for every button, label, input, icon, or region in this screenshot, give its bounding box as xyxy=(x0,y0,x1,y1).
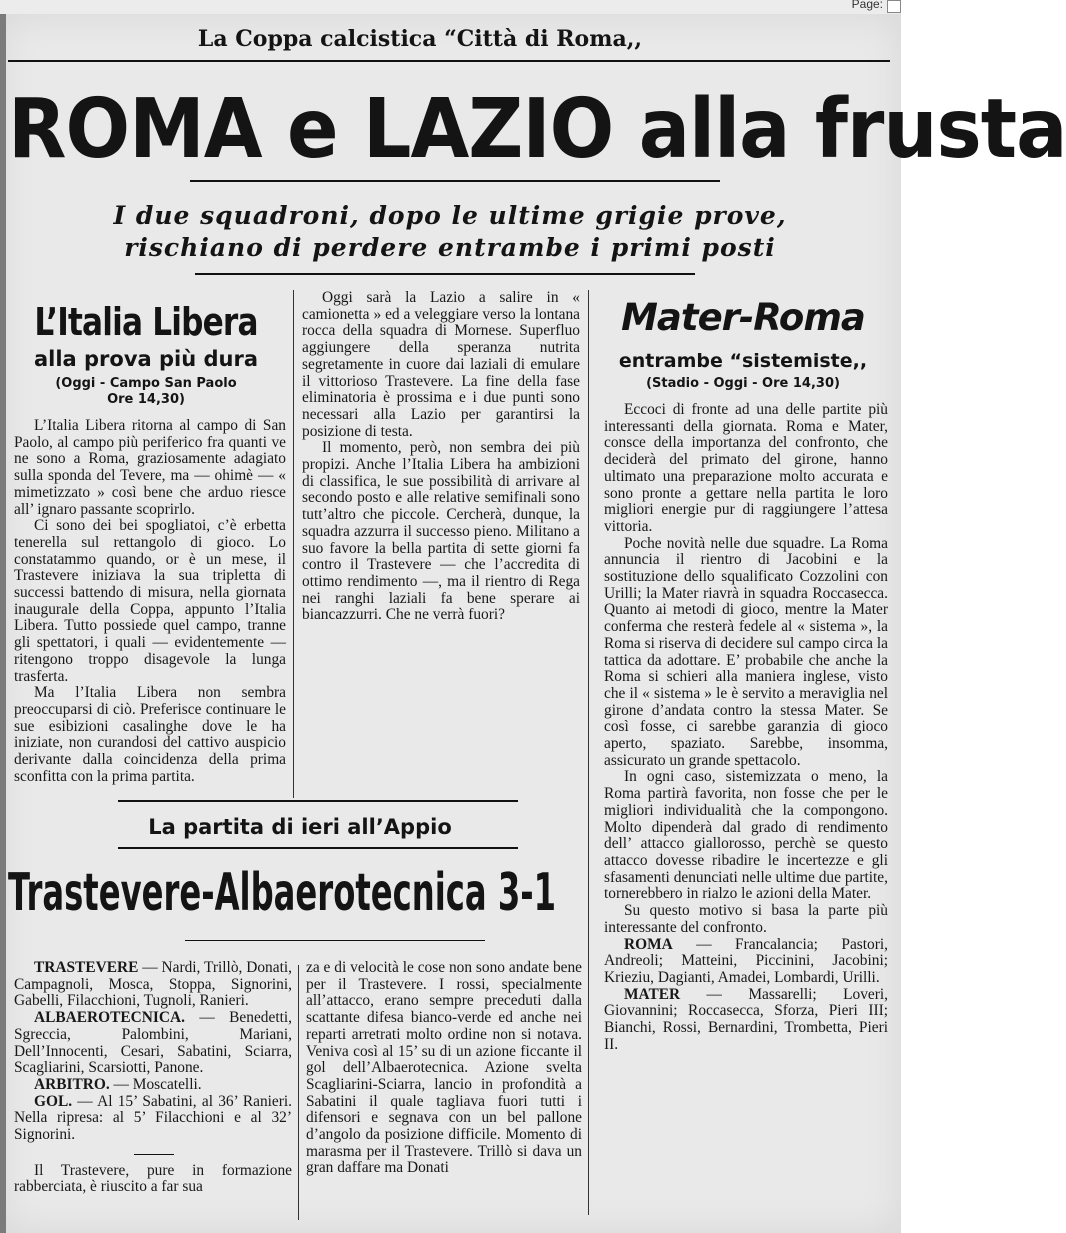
mater-info: (Stadio - Oggi - Ore 14,30) xyxy=(646,376,840,391)
binding-edge xyxy=(0,14,6,1233)
mater-paragraph: Poche novità nelle due squadre. La Roma annuncia il rientro di Jacobini e la sostituzione dello squalificato Cozzolini con Urilli; la Mater riavrà in squadra Roccasecca. Quanto ai metodi di gioco, mentre la Mater conferma che resterà fedele al « sistema », la Roma si riserva di decidere sul campo circa la tattica da adottare. E’ probabile che anche la Roma si schieri alla maniera inglese, visto che il « sistema » le è servito a meraviglia nel girone d’andata contro la stessa Mater. Se così fosse, ci sarebbe garanzia di gioco aperto, spaziato. Sarebbe, insomma, assicurato un grande spettacolo. xyxy=(604,534,888,769)
lineup-team: MATER xyxy=(624,985,681,1003)
mater-paragraph: Su questo motivo si basa la parte più interessante del confronto. xyxy=(604,902,888,936)
appio-mid-rule xyxy=(118,847,518,849)
lineup-paragraph xyxy=(14,1094,292,1144)
lineup-text: — Nardi, Trillò, Donati, Campagnoli, Mosca, Stoppa, Signorini, Gabelli, Filacchioni, Tugnoli, Ranieri. xyxy=(14,959,292,1010)
mater-paragraph: In ogni caso, sistemizzata o meno, la Roma partirà favorita, non fosse che per le migliori individualità che la compongono. Molto dipenderà dal grado di rendimento dell’ attacco giallorosso, perchè se questo attacco dovesse ribadire le incertezze e gli sfasamenti denunciati nelle ultime due partite, tornerebbero in rialzo le azioni della Mater. xyxy=(604,768,888,903)
mater-title: Mater-Roma xyxy=(621,296,865,339)
lineup-text: — Moscatelli. xyxy=(109,1075,202,1093)
headline: ROMA e LAZIO alla frusta xyxy=(8,80,1066,177)
appio-kicker: La partita di ieri all’Appio xyxy=(148,815,452,839)
viewer-toolbar xyxy=(0,0,901,14)
lineup-text: — Al 15’ Sabatini, al 36’ Ranieri. Nella ripresa: al 5’ Filacchioni e al 32’ Signorini. xyxy=(14,1092,292,1144)
subhead-rule xyxy=(195,273,695,275)
mater-paragraph: Eccoci di fronte ad una delle partite più interessanti della giornata. Roma e Mater, consce della importanza del confronto, che deciderà del primato del girone, hanno ultimato una preparazione molto accurata e sono pronte a gettare nella partita le loro migliori energie pur di raggiungere l’attesa vittoria. xyxy=(604,401,888,535)
appio-paragraph: za e di velocità le cose non sono andate bene per il Trastevere. I rossi, specialmente all’attacco, erano sempre preceduti dalla scattante difesa bianco-verde ed anche nei reparti arretrati molto ordine non si notava. Veniva così al 15’ su di un azione ficcante il gol dell’Albaerotecnica. Azione svelta Scagliarini-Sciarra, lancio in profondità a Sabatini il quale tagliava fuori tutti i difensori e segnava con un bel pallone d’angolo da posizione difficile. Momento di marasma per il Trastevere. Trillò si dava un gran daffare ma Donati xyxy=(306,959,582,1177)
lineup-paragraph xyxy=(14,960,292,1010)
lineup-paragraph xyxy=(14,1077,292,1094)
mater-lineup xyxy=(604,937,888,987)
italia-subtitle: alla prova più dura xyxy=(33,347,259,371)
lineup-lead: GOL. xyxy=(34,1092,73,1110)
column-rule xyxy=(588,290,589,1215)
lineup-lead: ALBAEROTECNICA. xyxy=(34,1009,185,1027)
italia-column-1 xyxy=(14,418,286,788)
italia-column-2 xyxy=(302,290,580,795)
italia-info-2: Ore 14,30) xyxy=(107,392,185,407)
italia-paragraph: L’Italia Libera ritorna al campo di San Paolo, al campo più periferico fra quanti ve ne sono a Roma, graziosamente adagiato sulla sponda del Tevere, ma — ohimè — « mimetizzato » così bene che arduo riesce all’ ignaro passante scoprirlo. xyxy=(14,417,286,518)
italia-paragraph: Ci sono dei bei spogliatoi, c’è erbetta tenerella sul rettangolo di gioco. Lo constatammo quando, or è un mese, il Trastevere iniziava la sua tripletta di successi battendo di misura, nella giornata inaugurale della Coppa, appunto l’Italia Libera. Tutto possiede quel campo, tranne gli spettatori, i quali — evidentemente — ritengono troppo disagevole la lunga trasferta. xyxy=(14,517,286,685)
lineup-lead: TRASTEVERE xyxy=(34,959,139,976)
mater-column xyxy=(604,402,888,1227)
appio-column-2 xyxy=(306,960,582,1225)
italia-info-1: (Oggi - Campo San Paolo xyxy=(55,376,237,391)
italia-paragraph: Ma l’Italia Libera non sembra preoccuparsi di ciò. Preferisce continuare le sue esibizioni casalinghe dove le ha iniziate, non curandosi del cattivo auspicio derivante dalla coincidenza della prima sconfitta con la prima partita. xyxy=(14,684,286,785)
page-number-input[interactable] xyxy=(887,0,901,13)
mater-subtitle: entrambe “sistemiste,, xyxy=(618,350,868,372)
lineup-paragraph xyxy=(14,1010,292,1077)
italia-paragraph: Oggi sarà la Lazio a salire in « camionetta » ed a veleggiare verso la lontana rocca della squadra di Mornese. Superfluo aggiungere della speranza nutrita segretamente in cuore dai laziali di emulare il vittorioso Trastevere. La fine della fase eliminatoria è prossima e i due punti sono necessari alla Lazio per garantirsi la posizione di testa. xyxy=(302,289,580,440)
kicker: La Coppa calcistica “Città di Roma,, xyxy=(197,26,643,52)
appio-top-rule xyxy=(118,800,518,802)
italia-title: L’Italia Libera xyxy=(34,300,258,344)
mater-lineup xyxy=(604,987,888,1054)
lineup-lead: ARBITRO. xyxy=(34,1075,110,1093)
column-rule xyxy=(293,290,294,798)
header-top-rule xyxy=(8,60,890,62)
headline-rule xyxy=(190,180,720,182)
lineup-text: — Benedetti, Sgreccia, Palombini, Mariani, Dell’Innocenti, Cesari, Sabatini, Sciarra, Scagliarini, Scarsiotti, Panone. xyxy=(14,1009,292,1077)
page-label: Page: xyxy=(851,0,883,11)
subhead-line2: rischiano di perdere entrambe i primi posti xyxy=(124,233,776,262)
short-rule xyxy=(134,1154,174,1155)
lineup-team: ROMA xyxy=(624,935,673,953)
italia-paragraph: Il momento, però, non sembra dei più propizi. Anche l’Italia Libera ha ambizioni di classifica, le sue possibilità di arrivare al secondo posto e alle relative semifinali sono tutt’altro che piccole. Cercherà, dunque, la squadra azzurra il successo pieno. Militano a suo favore la bella partita di sette giorni fa contro il Trastevere — che l’accredita di ottimo rendimento —, ma il rientro di Rega nei ranghi laziali fa bene sperare ai biancazzurri. Che ne verrà fuori? xyxy=(302,439,580,624)
lineup-players: — Francalancia; Pastori, Andreoli; Matteini, Piccinini, Jacobini; Krieziu, Dagianti, Amadei, Lombardi, Urilli. xyxy=(604,935,888,986)
appio-bottom-rule xyxy=(185,940,485,941)
appio-column-1 xyxy=(14,960,292,1225)
column-rule xyxy=(298,965,299,1220)
subhead-line1: I due squadroni, dopo le ultime grigie prove, xyxy=(113,201,787,230)
lineup-players: — Massarelli; Loveri, Giovannini; Roccasecca, Sforza, Pieri III; Bianchi, Rossi, Bernardini, Trombetta, Pieri II. xyxy=(604,985,888,1053)
appio-headline: Trastevere-Albaerotecnica 3-1 xyxy=(8,863,557,923)
appio-paragraph: Il Trastevere, pure in formazione rabberciata, è riuscito a far sua xyxy=(14,1161,292,1196)
